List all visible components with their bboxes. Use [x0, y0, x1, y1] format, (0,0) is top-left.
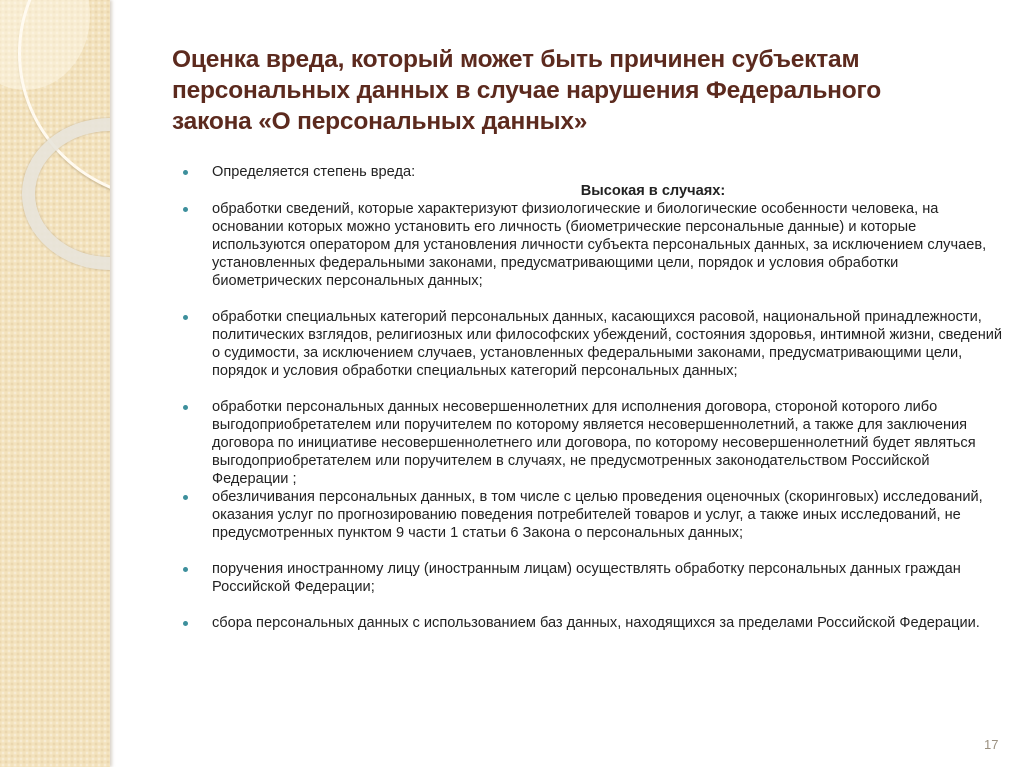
list-item [183, 560, 1003, 596]
title-line: персональных данных в случае нарушения Федерального [172, 77, 881, 104]
bullet-icon [183, 315, 188, 320]
list-item [183, 614, 1003, 632]
slide-body [183, 163, 1003, 632]
bullet-icon [183, 170, 188, 175]
list-item [183, 488, 1003, 542]
decorative-ring-small-icon [22, 118, 110, 270]
spacer [183, 290, 1003, 308]
bullet-icon [183, 567, 188, 572]
spacer [183, 542, 1003, 560]
list-item [183, 398, 1003, 488]
bullet-icon [183, 621, 188, 626]
list-item-text: сбора персональных данных с использованием баз данных, находящихся за пределами Российской Федерации. [212, 615, 980, 631]
list-item-text: обработки специальных категорий персональных данных, касающихся расовой, национальной принадлежности, политических взглядов, религиозных или философских убеждений, состояния здоровья, интимной жизни, сведений о судимости, за исключением случаев, установленных федеральными законами, предусматривающими цели, порядок и условия обработки специальных категорий персональных данных; [212, 309, 1003, 379]
list-item-text: поручения иностранному лицу (иностранным лицам) осуществлять обработку персональных данных граждан Российской Федерации; [212, 561, 961, 595]
bullet-icon [183, 405, 188, 410]
intro-text: Определяется степень вреда: [212, 164, 416, 180]
spacer [183, 380, 1003, 398]
list-item-text: обработки персональных данных несовершеннолетних для исполнения договора, стороной которого либо выгодоприобретателем или поручителем по которому является несовершеннолетний, а также для заключения договора по инициативе несовершеннолетнего или договора, по которому несовершеннолетний будет являться выгодоприобретателем или поручителем в случаях, не предусмотренных законодательством Российской Федерации ; [212, 399, 976, 487]
list-item-text: обработки сведений, которые характеризуют физиологические и биологические особенности человека, на основании которых можно установить его личность (биометрические персональные данные) и которые используются оператором для установления личности субъекта персональных данных, за исключением случаев, установленных федеральными законами, предусматривающими цели, порядок и условия обработки биометрических персональных данных; [212, 201, 987, 289]
title-line: закона «О персональных данных» [172, 108, 588, 135]
list-item-intro [183, 163, 1003, 181]
bullet-icon [183, 207, 188, 212]
list-item [183, 200, 1003, 290]
list-item [183, 308, 1003, 380]
slide-title [172, 44, 972, 137]
decorative-side-panel [0, 0, 110, 767]
list-item-text: обезличивания персональных данных, в том числе с целью проведения оценочных (скоринговых) исследований, оказания услуг по прогнозированию поведения потребителей товаров и услуг, а также иных исследований, не предусмотренных пунктом 9 части 1 статьи 6 Закона о персональных данных; [212, 489, 983, 541]
page-number: 17 [984, 737, 999, 752]
spacer [183, 596, 1003, 614]
title-line: Оценка вреда, который может быть причинен субъектам [172, 46, 860, 73]
bullet-icon [183, 495, 188, 500]
subheading: Высокая в случаях: [580, 183, 726, 199]
